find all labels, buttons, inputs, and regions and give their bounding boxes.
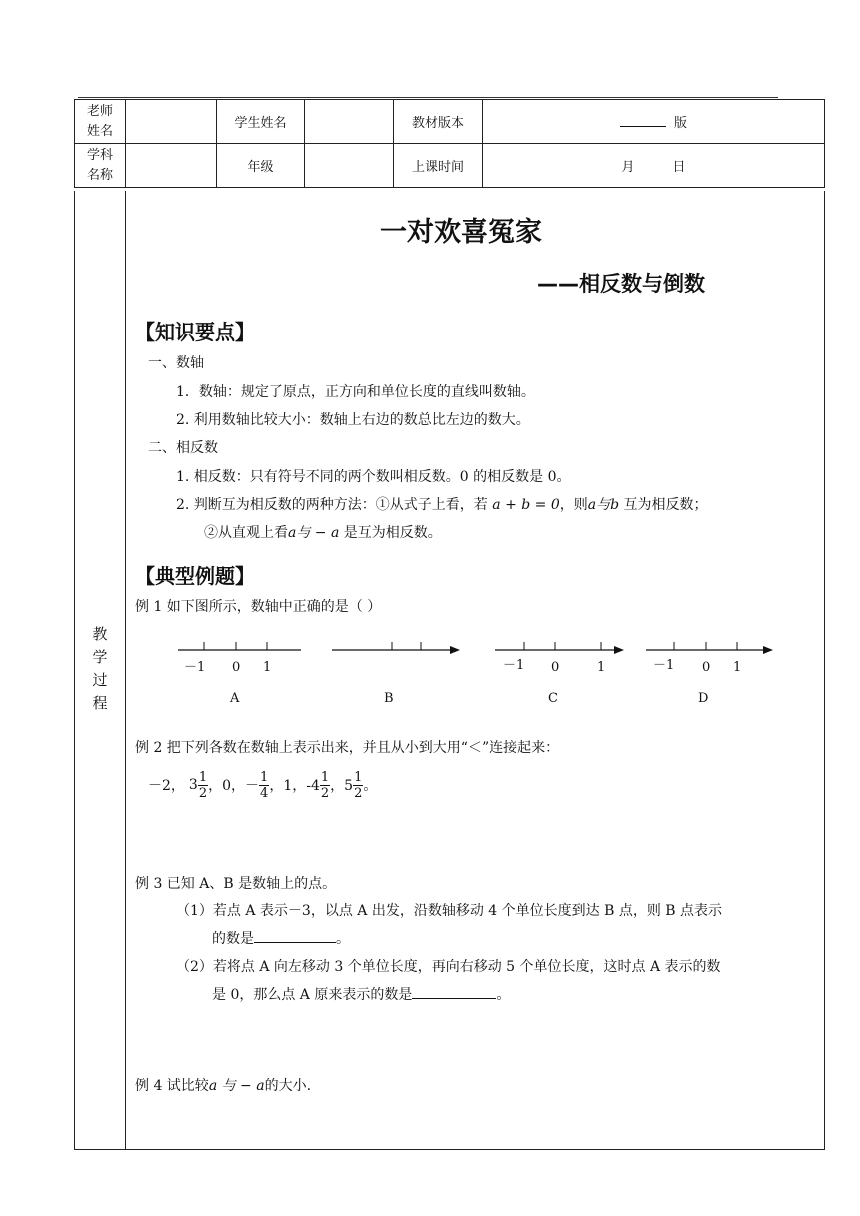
method2-end: 是互为相反数。	[343, 525, 442, 541]
fraction	[320, 770, 330, 801]
axis-b	[332, 642, 460, 706]
section-axis: 一、数轴	[148, 355, 204, 371]
side-label-text: 教学过程	[92, 625, 108, 712]
axis-a	[178, 642, 301, 706]
ex4-end: 的大小.	[264, 1078, 312, 1094]
teacher-label	[75, 100, 126, 144]
subject-value[interactable]	[126, 144, 217, 188]
axis-d-label: 1	[733, 660, 742, 675]
fraction-numerator: 1	[354, 769, 363, 785]
teacher-value[interactable]	[126, 100, 217, 144]
side-label	[75, 623, 125, 715]
axis-b-letter: B	[384, 691, 394, 706]
opposite-definition: 1. 相反数：只有符号不同的两个数叫相反数。0 的相反数是 0。	[176, 469, 571, 485]
ex4-text: 例 4 试比较	[135, 1078, 209, 1094]
fraction	[259, 770, 269, 801]
fraction-numerator: 1	[320, 769, 330, 785]
example-2: 例 2 把下列各数在数轴上表示出来，并且从小到大用“＜”连接起来：	[135, 740, 560, 756]
month-label: 月	[621, 160, 635, 175]
edition-suffix: 版	[673, 116, 687, 131]
example-3-part1-cont	[212, 928, 350, 948]
part1-text: 的数是	[212, 931, 254, 947]
axis-c-letter: C	[548, 691, 558, 706]
axis-a-letter: A	[230, 691, 240, 706]
time-value[interactable]	[483, 144, 825, 188]
subject-label	[75, 144, 126, 188]
page-subtitle: ——相反数与倒数	[537, 272, 705, 296]
method2-text: ②从直观上看	[204, 525, 288, 541]
axis-d	[646, 642, 773, 706]
axis-a-label: 1	[263, 660, 272, 675]
example-1: 例 1 如下图所示，数轴中正确的是（ ）	[135, 599, 382, 615]
method2-expr: a与 − a	[288, 525, 340, 541]
part2-end: 。	[496, 987, 511, 1003]
answer-blank-1[interactable]	[254, 930, 336, 943]
num-end: 。	[363, 778, 378, 794]
axis-c	[495, 642, 624, 706]
side-column	[75, 191, 126, 1149]
examples-heading: 【典型例题】	[135, 564, 255, 588]
grade-value[interactable]	[305, 144, 394, 188]
example-3-part1: （1）若点 A 表示－3，以点 A 出发，沿数轴移动 4 个单位长度到达 B 点，则 B 点表示	[176, 903, 723, 919]
axis-definition: 1．数轴：规定了原点，正方向和单位长度的直线叫数轴。	[176, 384, 535, 400]
method1-expr: a + b = 0	[492, 497, 560, 513]
time-label: 上课时间	[394, 144, 483, 188]
opposite-method-2	[204, 522, 442, 542]
fraction-numerator: 1	[198, 769, 208, 785]
num-zero-neg: ，0，－	[208, 778, 260, 794]
axis-d-arrow	[763, 646, 773, 654]
method1-end: 互为相反数；	[623, 497, 708, 513]
method1-text: 2. 判断互为相反数的两种方法：①从式子上看，若	[176, 497, 488, 513]
subject-label-text: 学科名称	[86, 147, 113, 183]
example-4	[135, 1075, 311, 1095]
axis-compare: 2. 利用数轴比较大小：数轴上右边的数总比左边的数大。	[176, 412, 530, 428]
axis-a-label: －1	[184, 660, 206, 675]
fraction	[198, 770, 208, 801]
page-title: 一对欢喜冤家	[380, 217, 542, 248]
example-2-numbers	[148, 764, 377, 806]
number-lines	[170, 632, 790, 710]
top-rule	[78, 97, 778, 98]
axis-c-label: 0	[551, 660, 560, 675]
axis-c-label: －1	[503, 658, 525, 673]
fraction	[353, 770, 363, 801]
fraction-denominator: 2	[354, 785, 363, 801]
fraction-denominator: 2	[320, 785, 330, 801]
axis-b-arrow	[450, 646, 460, 654]
knowledge-heading: 【知识要点】	[135, 320, 255, 344]
opposite-method-1	[176, 494, 708, 514]
section-opposite: 二、相反数	[148, 440, 218, 456]
edition-label: 教材版本	[394, 100, 483, 144]
answer-blank-2[interactable]	[412, 986, 496, 999]
example-3-part2-cont	[212, 984, 510, 1004]
method1-vars: a与b	[587, 497, 620, 513]
axis-a-label: 0	[232, 660, 241, 675]
num-mixed-whole: 3	[188, 777, 198, 793]
day-label: 日	[672, 160, 686, 175]
part1-end: 。	[336, 931, 350, 947]
example-3-part2: （2）若将点 A 向左移动 3 个单位长度，再向右移动 5 个单位长度，这时点 A 表示的数	[176, 959, 721, 975]
info-table	[74, 99, 825, 188]
num-one-neg4: ，1，-4	[269, 778, 320, 794]
part2-text: 是 0，那么点 A 原来表示的数是	[212, 987, 413, 1003]
fraction-denominator: 2	[198, 785, 208, 801]
axis-c-arrow	[614, 646, 624, 654]
num-neg2: －2，	[148, 778, 185, 794]
axis-c-label: 1	[597, 660, 606, 675]
edition-blank	[620, 114, 666, 127]
fraction-denominator: 4	[260, 785, 269, 801]
num-five: ，5	[330, 778, 354, 794]
method1-then: ，则	[559, 497, 588, 513]
example-3: 例 3 已知 A、B 是数轴上的点。	[135, 876, 337, 892]
axis-d-letter: D	[698, 691, 709, 706]
axis-d-label: 0	[702, 660, 711, 675]
teacher-label-text: 老师姓名	[86, 103, 113, 139]
fraction-numerator: 1	[260, 769, 269, 785]
ex4-expr: a 与 − a	[208, 1078, 265, 1094]
edition-value[interactable]	[483, 100, 825, 144]
axis-d-label: －1	[653, 658, 675, 673]
student-value[interactable]	[305, 100, 394, 144]
student-label: 学生姓名	[217, 100, 305, 144]
grade-label: 年级	[217, 144, 305, 188]
